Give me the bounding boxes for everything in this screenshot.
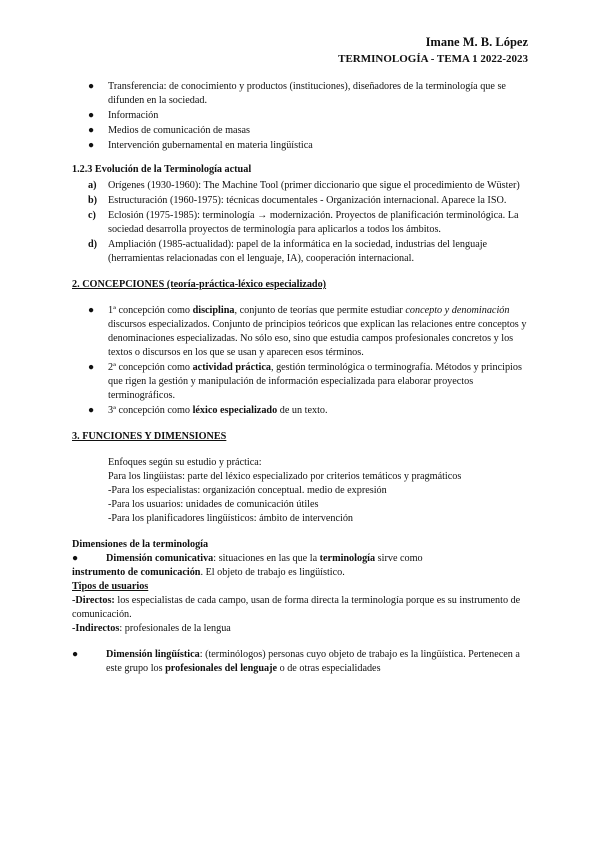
- bullet-icon: ●: [88, 362, 95, 373]
- list-item: ● 1ª concepción como disciplina, conjunto de teorías que permite estudiar concepto y denominación discursos especializados. Conjunto de principios teóricos que explican las relaciones entre conceptos y denominaciones especializadas. No sólo eso, sino que estudia campos profesionales concretos y los textos o discursos en los que se usan y aparecen esos términos.: [88, 305, 527, 358]
- dimension-linguistica: ● Dimensión lingüística: (terminólogos) personas cuyo objeto de trabajo es la lingüística. Pertenecen a este grupo los profesionales del lenguaje o de otras especialidades: [72, 649, 520, 674]
- enfoque-line: -Para los especialistas: organización conceptual. medio de expresión: [108, 485, 387, 496]
- tipos-usuarios-heading: Tipos de usuarios: [72, 581, 149, 592]
- enfoques-line: Enfoques según su estudio y práctica:: [108, 457, 262, 468]
- dimensiones-heading: Dimensiones de la terminología: [72, 539, 209, 550]
- list-item: b) Estructuración (1960-1975): técnicas documentales - Organización internacional. Aparece la ISO.: [88, 195, 507, 206]
- dimensiones-block: [72, 538, 530, 676]
- list-item: ● Medios de comunicación de masas: [88, 125, 251, 136]
- enfoque-line: -Para los usuarios: unidades de comunicación útiles: [108, 499, 319, 510]
- list-item: ● 3ª concepción como léxico especializado de un texto.: [88, 405, 328, 416]
- list-item: ● Transferencia: de conocimiento y productos (instituciones), diseñadores de la terminología que se difunden en la sociedad.: [88, 81, 506, 106]
- bullet-icon: ●: [88, 140, 95, 151]
- bullet-icon: ●: [88, 110, 95, 121]
- funciones-block: [108, 456, 530, 526]
- list-item: ● 2ª concepción como actividad práctica, gestión terminológica o terminografía. Métodos y principios que rigen la gestión y manipulación de información especializada para elaborar proyectos terminográficos.: [88, 362, 522, 401]
- document-body: [72, 80, 530, 676]
- page-header: [338, 34, 528, 67]
- list-item: d) Ampliación (1985-actualidad): papel de la informática en la sociedad, industrias del lenguaje (herramientas relacionadas con el lenguaje, IA), cooperación internacional.: [88, 239, 488, 264]
- usuarios-indirectos: -Indirectos: profesionales de la lengua: [72, 623, 231, 634]
- concepciones-list: [72, 304, 530, 418]
- dimension-comunicativa: ● Dimensión comunicativa: situaciones en las que la terminología sirve como: [72, 553, 423, 564]
- section-123-heading: 1.2.3 Evolución de la Terminología actual: [72, 164, 252, 175]
- dimension-comunicativa-cont: instrumento de comunicación. El objeto de trabajo es lingüístico.: [72, 567, 345, 578]
- section-3-heading: 3. FUNCIONES Y DIMENSIONES: [72, 431, 227, 442]
- bullet-icon: ●: [72, 649, 79, 660]
- section-2-heading: 2. CONCEPCIONES (teoría-práctica-léxico especializado): [72, 279, 327, 290]
- list-item: a) Orígenes (1930-1960): The Machine Tool (primer diccionario que sigue el procedimiento de Wüster): [88, 180, 520, 191]
- bullet-icon: ●: [72, 553, 79, 564]
- course-title: TERMINOLOGÍA - TEMA 1 2022-2023: [338, 53, 528, 65]
- bullet-icon: ●: [88, 305, 95, 316]
- bullet-icon: ●: [88, 125, 95, 136]
- enfoque-line: -Para los planificadores lingüísticos: ámbito de intervención: [108, 513, 354, 524]
- bullet-icon: ●: [88, 405, 95, 416]
- enfoque-line: Para los lingüistas: parte del léxico especializado por criterios temáticos y pragmáticos: [108, 471, 462, 482]
- author-name: Imane M. B. López: [425, 35, 528, 49]
- list-item: ● Intervención gubernamental en materia lingüística: [88, 140, 313, 151]
- bullet-icon: ●: [88, 81, 95, 92]
- usuarios-directos: -Directos: los especialistas de cada campo, usan de forma directa la terminología porque es su instrumento de comunicación.: [72, 595, 521, 620]
- top-bullet-list: [72, 80, 530, 153]
- list-item: c) Eclosión (1975-1985): terminología → modernización. Proyectos de planificación terminológica. La sociedad desarrolla proyectos de terminología para aplicarlos a todos los ámbitos.: [88, 210, 519, 235]
- list-item: ● Información: [88, 110, 159, 121]
- evolution-list: [72, 179, 530, 266]
